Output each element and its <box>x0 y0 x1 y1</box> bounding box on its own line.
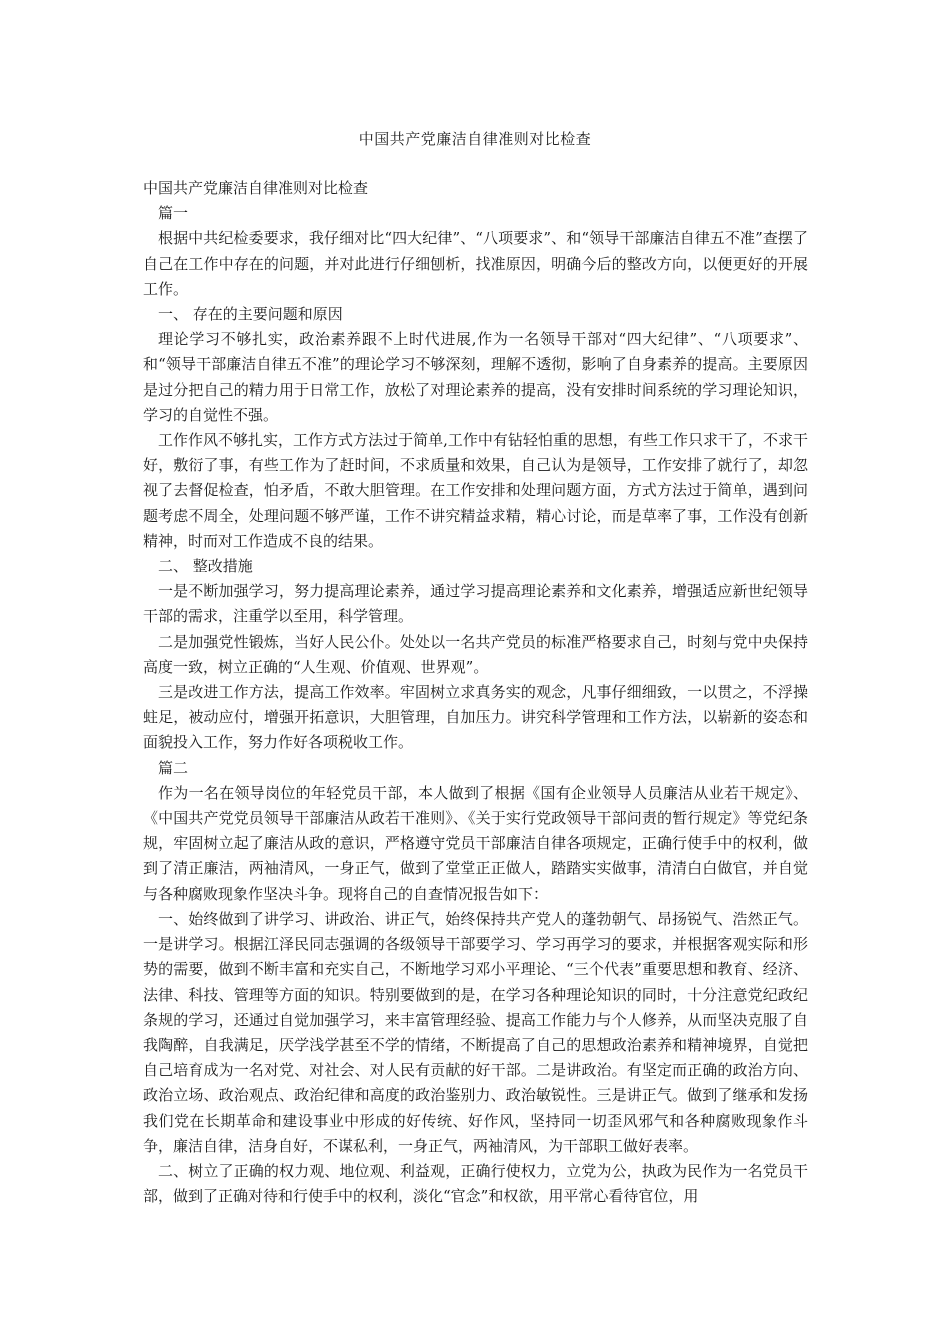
part1-label: 篇一 <box>158 204 189 223</box>
part2-intro: 作为一名在领导岗位的年轻党员干部，本人做到了根据《国有企业领导人员廉洁从业若干规定》、《中国共产党党员领导干部廉洁从政若干准则》、《关于实行党政领导干部问责的暂行规定》等党纪条规，牢固树立起了廉洁从政的意识，严格遵守党员干部廉洁自律各项规定，正确行使手中的权利，做到了清正廉洁，两袖清风，一身正气，做到了堂堂正正做人，踏踏实实做事，清清白白做官，并自觉与各种腐败现象作坚决斗争。现将自己的自查情况报告如下： <box>143 783 808 903</box>
part2-p2: 二、树立了正确的权力观、地位观、利益观，正确行使权力，立党为公，执政为民作为一名党员干部，做到了正确对待和行使手中的权利，淡化“官念”和权欲，用平常心看待官位，用 <box>143 1161 808 1206</box>
part1-section1-p2: 工作作风不够扎实，工作方式方法过于简单,工作中有钻轻怕重的思想，有些工作只求干了，不求干好，敷衍了事，有些工作为了赶时间，不求质量和效果，自己认为是领导，工作安排了就行了，却忽视了去督促检查，怕矛盾，不敢大胆管理。在工作安排和处理问题方面，方式方法过于简单，遇到问题考虑不周全，处理问题不够严谨，工作不讲究精益求精，精心讨论，而是草率了事，工作没有创新精神，时而对工作造成不良的结果。 <box>143 431 808 550</box>
part1-section1-p1: 理论学习不够扎实，政治素养跟不上时代进展,作为一名领导干部对“四大纪律”、“八项要求”、和“领导干部廉洁自律五不准”的理论学习不够深刻，理解不透彻，影响了自身素养的提高。主要原因是过分把自己的精力用于日常工作，放松了对理论素养的提高，没有安排时间系统的学习理论知识，学习的自觉性不强。 <box>143 330 808 424</box>
document-subtitle: 中国共产党廉洁自律准则对比检查 <box>143 179 369 197</box>
part1-intro: 根据中共纪检委要求，我仔细对比“四大纪律”、“八项要求”、和“领导干部廉洁自律五不准”查摆了自己在工作中存在的问题，并对此进行仔细刨析，找准原因，明确今后的整改方向，以便更好的开展工作。 <box>143 229 808 298</box>
part1-section2-p1: 一是不断加强学习，努力提高理论素养，通过学习提高理论素养和文化素养，增强适应新世纪领导干部的需求，注重学以至用，科学管理。 <box>143 582 808 626</box>
part1-section2-p3: 三是改进工作方法，提高工作效率。牢固树立求真务实的观念，凡事仔细细致，一以贯之，不浮操蛀足，被动应付，增强开拓意识，大胆管理，自加压力。讲究科学管理和工作方法，以崭新的姿态和面貌投入工作，努力作好各项税收工作。 <box>143 683 808 752</box>
part2-p1: 一、始终做到了讲学习、讲政治、讲正气，始终保持共产党人的蓬勃朝气、昂扬锐气、浩然正气。一是讲学习。根据江泽民同志强调的各级领导干部要学习、学习再学习的要求，并根据客观实际和形势的需要，做到不断丰富和充实自己，不断地学习邓小平理论、“三个代表”重要思想和教育、经济、法律、科技、管理等方面的知识。特别要做到的是，在学习各种理论知识的同时，十分注意党纪政纪条规的学习，还通过自觉加强学习，来丰富管理经验、提高工作能力与个人修养，从而坚决克服了自我陶醉，自我满足，厌学浅学甚至不学的情绪，不断提高了自己的思想政治素养和精神境界，自觉把自己培育成为一名对党、对社会、对人民有贡献的好干部。二是讲政治。有坚定而正确的政治方向、政治立场、政治观点、政治纪律和高度的政治鉴别力、政治敏锐性。三是讲正气。做到了继承和发扬我们党在长期革命和建设事业中形成的好传统、好作风，坚持同一切歪风邪气和各种腐败现象作斗争，廉洁自律，洁身自好，不谋私利，一身正气，两袖清风，为干部职工做好表率。 <box>143 909 808 1155</box>
part1-section1-heading: 一、 存在的主要问题和原因 <box>158 305 343 324</box>
part1-section2-heading: 二、 整改措施 <box>158 557 253 576</box>
document-title: 中国共产党廉洁自律准则对比检查 <box>358 130 592 148</box>
part2-label: 篇二 <box>158 758 189 777</box>
document-body <box>143 176 808 1209</box>
part1-section2-p2: 二是加强党性锻炼，当好人民公仆。处处以一名共产党员的标准严格要求自己，时刻与党中央保持高度一致，树立正确的“人生观、价值观、世界观”。 <box>143 632 808 676</box>
